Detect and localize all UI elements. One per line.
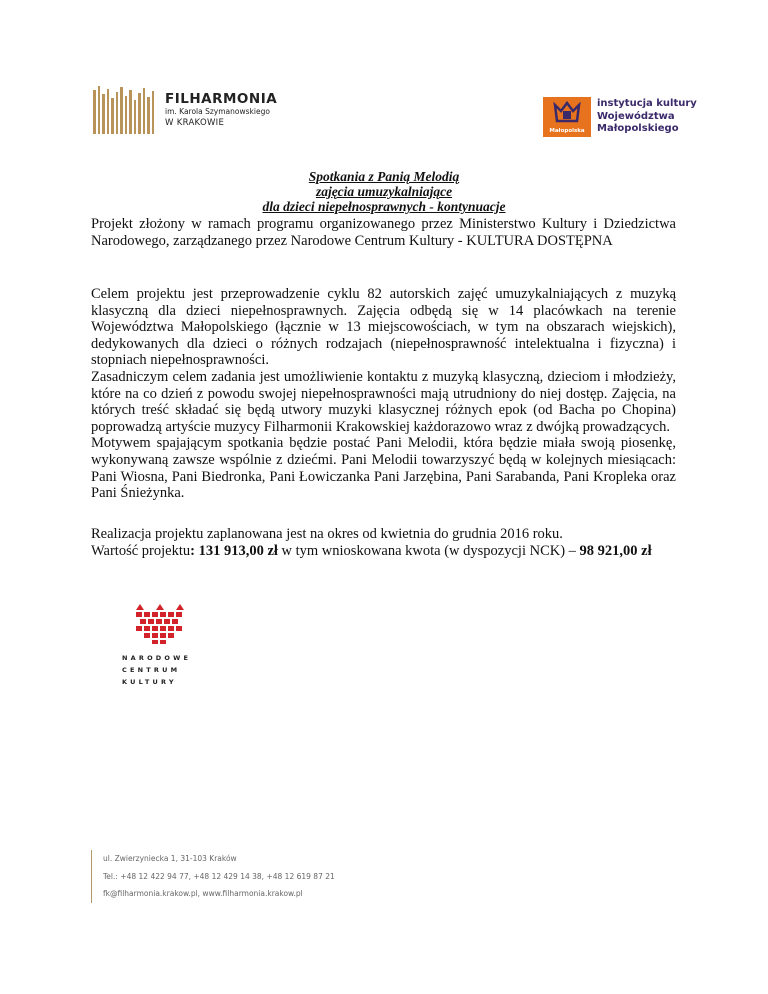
description-section xyxy=(91,286,676,502)
motif-paragraph: Motywem spajającym spotkania będzie postać Pani Melodii, która będzie miała swoją piosenkę, wykonywaną zawsze wspólnie z dziećmi. Pani Melodii towarzyszyć będą w kolejnych miesiącach: Pani Wiosna, Pani Biedronka, Pani Łowiczanka Pani Jarzębina, Pani Sarabanda, Pani Kropleka oraz Pani Śnieżynka. xyxy=(91,435,676,502)
value-paragraph xyxy=(91,543,676,560)
schedule-paragraph: Realizacja projektu zaplanowana jest na okres od kwietnia do grudnia 2016 roku. xyxy=(91,526,563,542)
value-middle: w tym wnioskowana kwota (w dyspozycji NCK) – xyxy=(277,542,580,559)
malopolska-line3: Małopolskiego xyxy=(597,123,679,135)
footer-email-web: fk@filharmonia.krakow.pl, www.filharmonia.krakow.pl xyxy=(103,889,303,898)
nck-crown-icon xyxy=(136,604,184,644)
project-value: 131 913,00 zł xyxy=(198,542,278,559)
title-line-3: dla dzieci niepełnosprawnych - kontynuacje xyxy=(262,199,506,214)
filharmonia-city: W KRAKOWIE xyxy=(165,117,225,128)
malopolska-emblem-icon xyxy=(543,97,591,137)
intro-section xyxy=(91,216,676,249)
malopolska-logo xyxy=(543,97,697,137)
organ-pipes-icon xyxy=(93,86,157,134)
goal-paragraph: Celem projektu jest przeprowadzenie cyklu 82 autorskich zajęć umuzykalniających z muzyką klasyczną dla dzieci niepełnosprawnych. Zajęcia odbędą się w 14 placówkach na terenie Województwa Małopolskiego (łącznie w 13 miejscowościach, w tym na obszarach wiejskich), dedykowanych dla dzieci o różnych rodzajach (niepełnosprawność intelektualna i fizyczna) i stopniach niepełnosprawności. xyxy=(91,286,676,369)
budget-section xyxy=(91,526,676,559)
task-paragraph: Zasadniczym celem zadania jest umożliwienie kontaktu z muzyką klasyczną, dzieciom i młodzieży, które na co dzień z powodu swojej niepełnosprawności mają utrudniony do niej dostęp. Zajęcia, na których treść składać się będą utwory muzyki klasycznej różnych epok (od Bacha po Chopina) poprowadzą artyście muzycy Filharmonii Krakowskiej każdorazowo wraz z dwójką prowadzących. xyxy=(91,368,676,435)
footer-contact xyxy=(91,850,335,903)
nck-line-2: CENTRUM xyxy=(122,666,181,674)
malopolska-line2: Województwa xyxy=(597,110,675,122)
title-line-2: zajęcia umuzykalniające xyxy=(315,184,453,199)
document-title xyxy=(0,169,768,214)
nck-line-1: NARODOWE xyxy=(122,654,192,662)
intro-paragraph: Projekt złożony w ramach programu organizowanego przez Ministerstwo Kultury i Dziedzictwa Narodowego, zarządzanego przez Narodowe Centrum Kultury - KULTURA DOSTĘPNA xyxy=(91,216,676,249)
filharmonia-name: FILHARMONIA xyxy=(165,90,278,107)
filharmonia-subtitle: im. Karola Szymanowskiego xyxy=(165,106,270,116)
value-prefix: Wartość projektu xyxy=(91,542,191,559)
title-line-1: Spotkania z Panią Melodią xyxy=(308,169,460,184)
requested-amount: 98 921,00 zł xyxy=(579,542,652,559)
footer-address: ul. Zwierzyniecka 1, 31-103 Kraków xyxy=(103,854,237,863)
footer-phones: Tel.: +48 12 422 94 77, +48 12 429 14 38, +48 12 619 87 21 xyxy=(103,871,335,881)
malopolska-badge: Małopolska xyxy=(549,128,585,134)
malopolska-line1: instytucja kultury xyxy=(597,98,697,110)
value-colon: : xyxy=(190,542,199,559)
filharmonia-logo xyxy=(93,86,277,134)
nck-line-3: KULTURY xyxy=(122,678,177,686)
nck-logo xyxy=(122,604,191,688)
